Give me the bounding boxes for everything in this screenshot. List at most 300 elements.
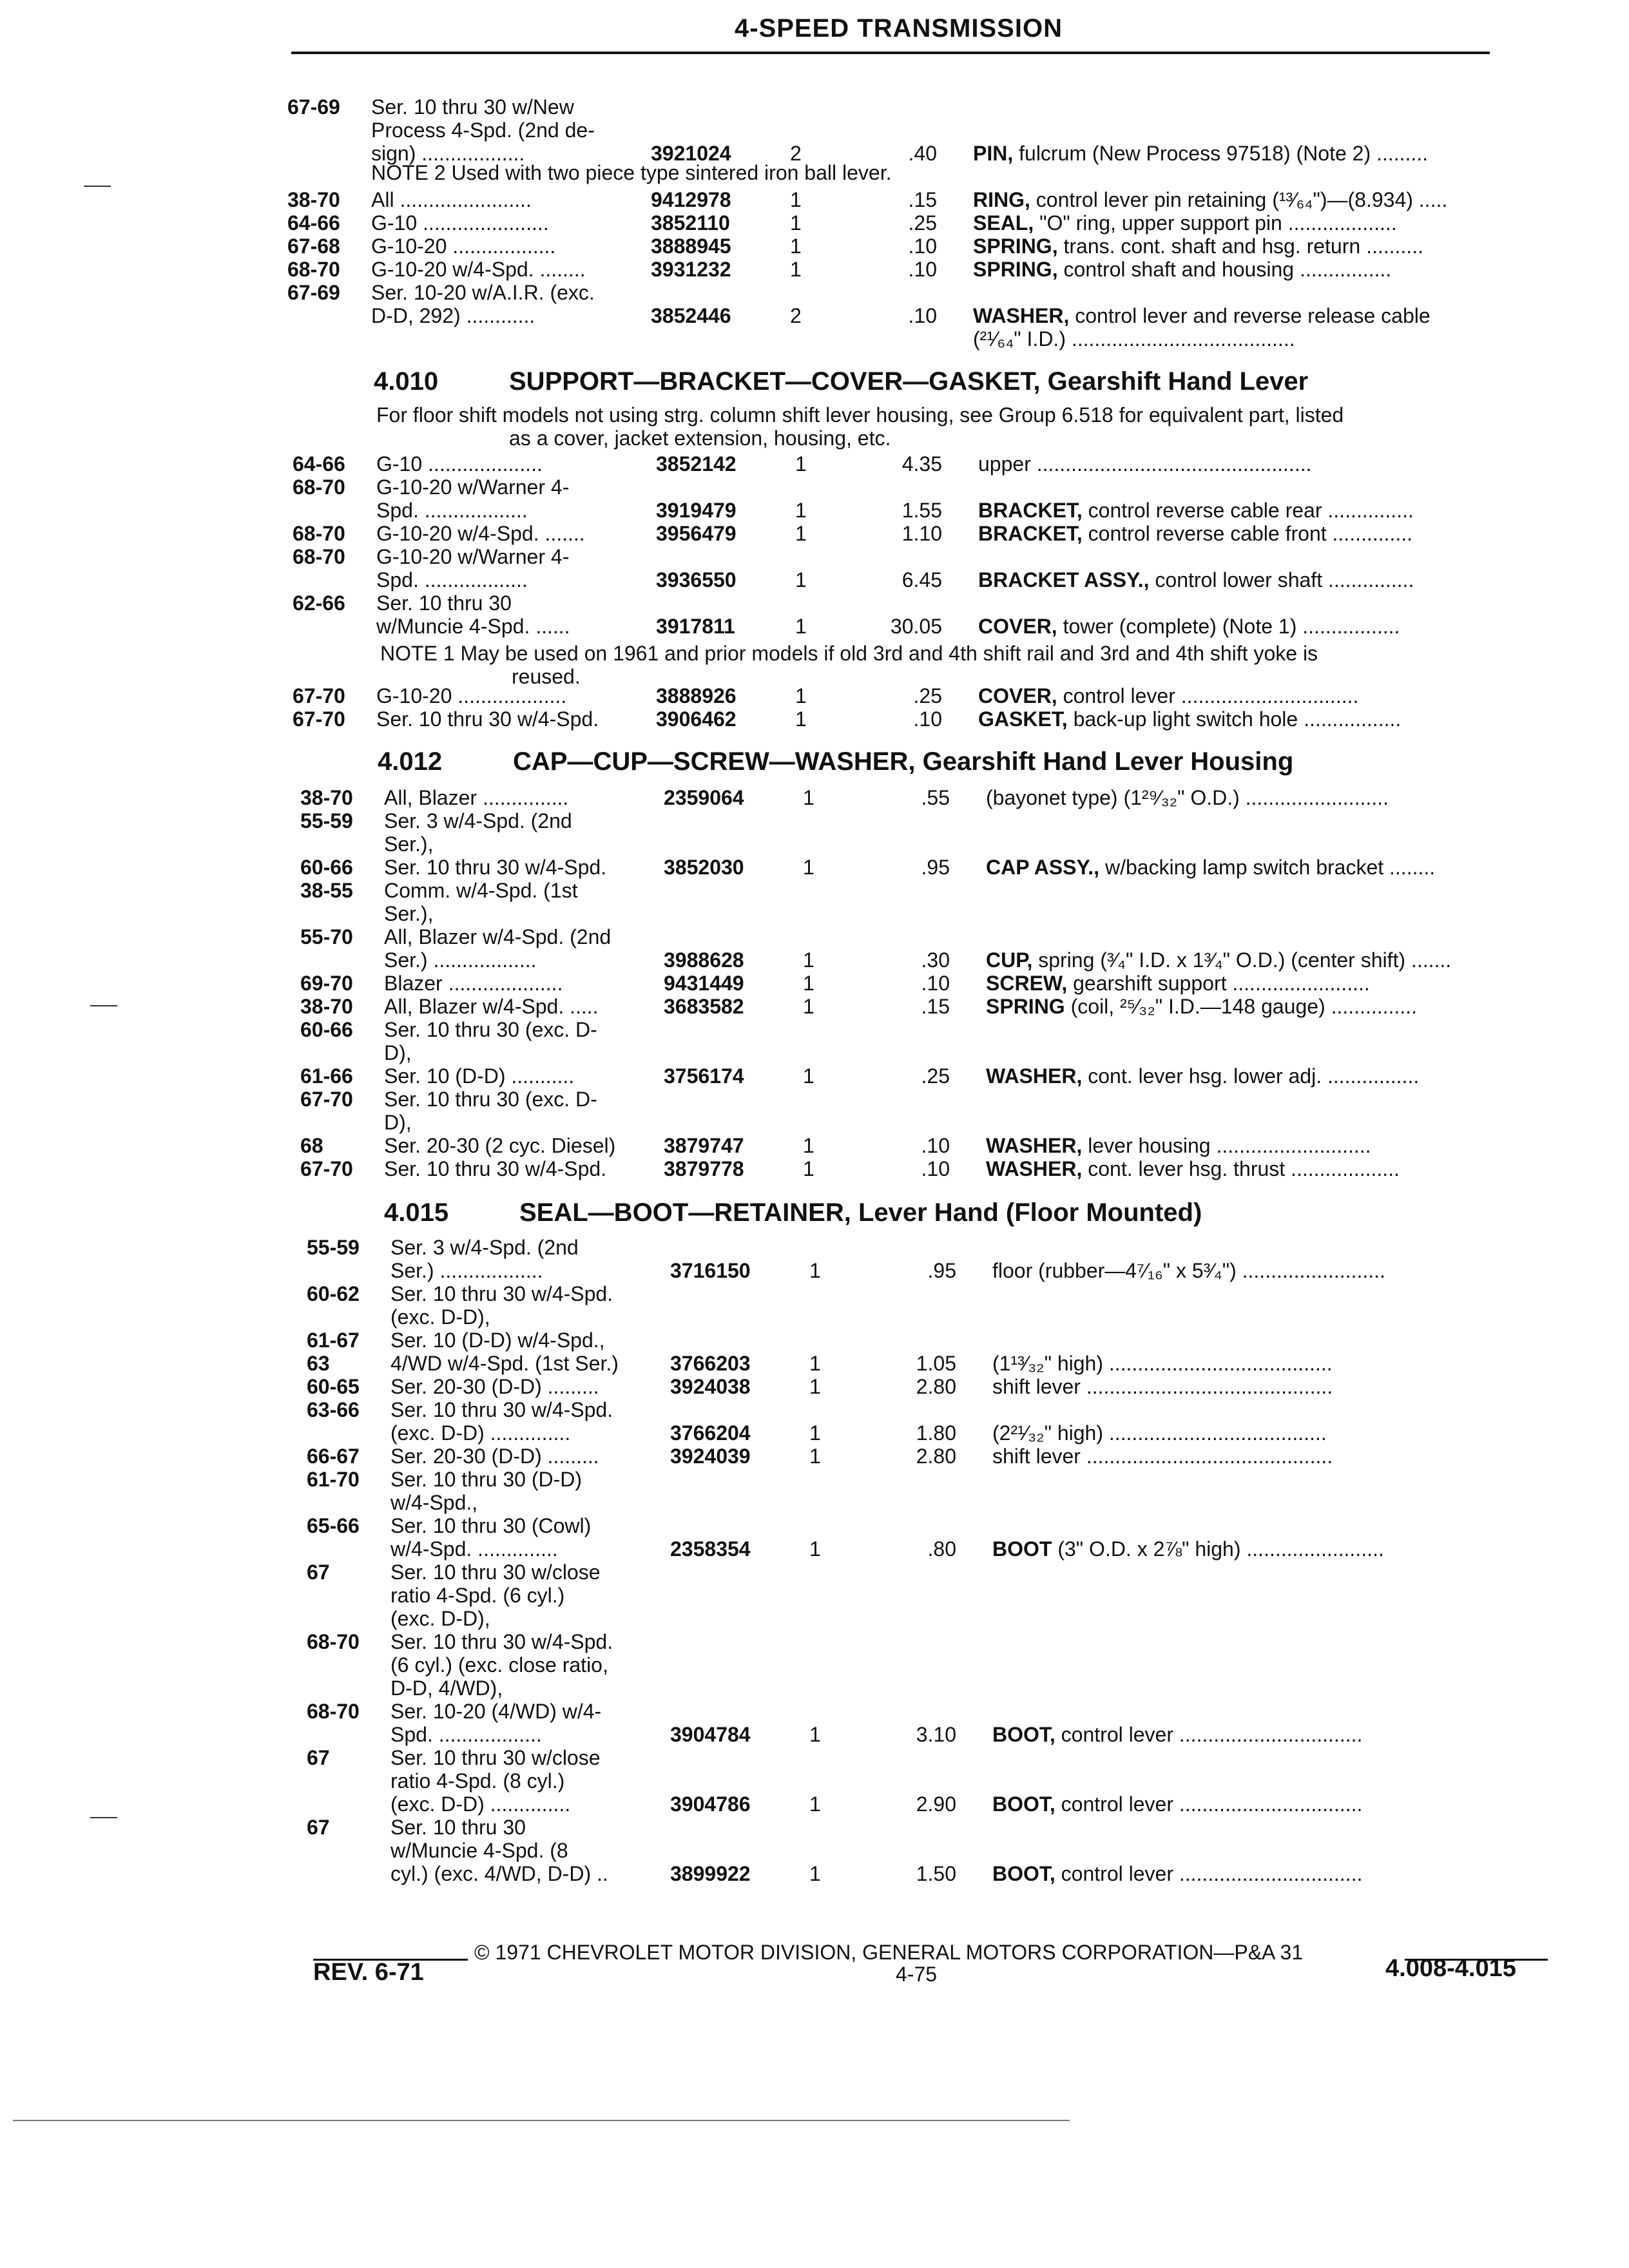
header-rule [291,52,1490,54]
year-cell: 67-70 [293,707,345,731]
model-cell: G-10-20 ................... [376,684,567,707]
model-cell: All, Blazer w/4-Spd. ..... [384,995,599,1018]
description-text: back-up light switch hole ................. [1067,707,1402,731]
part-number-cell: 3956479 [656,522,737,545]
section-intro-text: For floor shift models not using strg. column shift lever housing, see Group 6.518 for equivalent part, listed [376,403,1344,427]
description-text: spring (³⁄₄" I.D. x 1³⁄₄" O.D.) (center shift) ....... [1032,948,1452,972]
description-cell [986,1157,1400,1180]
part-name: SPRING, [973,235,1058,258]
part-number-cell: 3906462 [656,707,737,731]
model-cell: Ser. 20-30 (2 cyc. Diesel) [384,1134,616,1157]
price-cell: .30 [921,948,950,972]
price-cell: 1.55 [901,499,942,522]
price-cell: .10 [908,235,937,258]
year-cell: 68-70 [307,1630,360,1653]
year-cell: 38-70 [300,995,353,1018]
section-title: CAP—CUP—SCREW—WASHER, [513,747,916,776]
model-cell: Ser. 10-20 w/A.I.R. (exc. [371,281,595,304]
year-cell: 60-62 [307,1282,360,1305]
section-subtitle: Gearshift Hand Lever [1047,367,1309,396]
margin-mark [84,186,111,187]
part-name: WASHER, [986,1157,1083,1180]
scan-line [13,2120,1070,2121]
description-text: gearshift support ........................ [1067,972,1370,995]
description-text: lever housing ........................... [1082,1134,1371,1157]
margin-mark [90,1005,117,1006]
model-cell: Ser. 10 thru 30 [376,591,512,615]
description-cell [986,856,1435,879]
year-cell: 55-59 [307,1236,360,1259]
description-cell [973,304,1431,327]
model-cell: Ser. 10 thru 30 w/close [390,1746,601,1769]
model-cell: G-10-20 w/Warner 4- [376,545,570,568]
part-number-cell: 3766204 [670,1421,751,1445]
page-number: 4-75 [896,1963,938,1986]
model-cell: Ser. 10 thru 30 w/4-Spd. [390,1282,613,1305]
quantity-cell: 1 [809,1421,821,1445]
part-name: BOOT [992,1537,1052,1561]
model-cell: Ser. 3 w/4-Spd. (2nd [390,1236,579,1259]
part-name: RING, [973,188,1030,211]
model-cell: All, Blazer w/4-Spd. (2nd [384,925,612,948]
section-number: 4.012 [378,747,443,776]
description-cell [986,1064,1419,1088]
year-cell: 38-55 [300,879,353,902]
part-name: SPRING, [973,258,1058,281]
margin-mark [90,1817,117,1818]
model-cell: D), [384,1041,412,1064]
year-cell: 65-66 [307,1514,360,1537]
year-cell: 68-70 [293,522,345,545]
model-cell: Ser. 10 thru 30 (Cowl) [390,1514,592,1537]
model-cell: (exc. D-D), [390,1305,490,1329]
price-cell: 30.05 [890,615,942,638]
model-cell: G-10-20 w/4-Spd. ....... [376,522,585,545]
year-cell: 67-70 [300,1088,353,1111]
description-cell [986,786,1389,809]
quantity-cell: 1 [809,1352,821,1375]
model-cell: Spd. .................. [376,499,528,522]
year-cell: 68 [300,1134,323,1157]
part-name: BRACKET ASSY., [978,568,1150,591]
quantity-cell: 1 [795,568,807,591]
model-cell: (exc. D-D) .............. [390,1792,571,1816]
part-number-cell: 3919479 [656,499,737,522]
part-number-cell: 2359064 [664,786,744,809]
description-cell [986,948,1451,972]
description-text: cont. lever hsg. thrust ................... [1082,1157,1400,1180]
model-cell: D-D, 292) ............ [371,304,535,327]
quantity-cell: 2 [790,304,802,327]
description-cell [973,258,1391,281]
price-cell: 2.80 [916,1445,956,1468]
group-range: 4.008-4.015 [1385,1955,1516,1982]
section-intro-text-2: as a cover, jacket extension, housing, etc. [509,427,891,450]
part-name: BRACKET, [978,499,1083,522]
section-title: SEAL—BOOT—RETAINER, [519,1198,851,1227]
model-cell: w/Muncie 4-Spd. ...... [376,615,570,638]
description-text: "O" ring, upper support pin ................... [1034,211,1397,235]
part-number-cell: 3904784 [670,1723,751,1746]
model-cell: (exc. D-D) .............. [390,1421,571,1445]
price-cell: 1.80 [916,1421,956,1445]
description-cell [992,1792,1362,1816]
price-cell: .55 [921,786,950,809]
price-cell: .10 [913,707,942,731]
model-cell: Ser. 10 thru 30 (exc. D- [384,1018,597,1041]
description-cell [992,1862,1362,1885]
price-cell: 1.05 [916,1352,956,1375]
description-text: tower (complete) (Note 1) ................. [1057,615,1400,638]
year-cell: 67 [307,1746,330,1769]
year-cell: 67-69 [287,281,340,304]
description-text: fulcrum (New Process 97518) (Note 2) ......... [1013,142,1428,165]
quantity-cell: 1 [790,258,802,281]
description-cell [992,1421,1327,1445]
year-cell: 62-66 [293,591,345,615]
year-cell: 66-67 [307,1445,360,1468]
quantity-cell: 1 [809,1445,821,1468]
part-number-cell: 3917811 [656,615,735,638]
part-name: GASKET, [978,707,1068,731]
description-cell [986,995,1417,1018]
price-cell: .15 [908,188,937,211]
description-cell [973,142,1428,165]
price-cell: .15 [921,995,950,1018]
price-cell: 6.45 [901,568,942,591]
year-cell: 67 [307,1816,330,1839]
part-name: WASHER, [986,1134,1083,1157]
description-cell [973,235,1423,258]
year-cell: 38-70 [300,786,353,809]
year-cell: 68-70 [293,476,345,499]
model-cell: G-10 ...................... [371,211,549,235]
price-cell: 2.90 [916,1792,956,1816]
description-cell [973,327,1295,351]
section-title: SUPPORT—BRACKET—COVER—GASKET, [509,367,1041,396]
model-cell: Ser. 10 thru 30 w/4-Spd. [390,1398,613,1421]
description-cell [992,1445,1333,1468]
quantity-cell: 1 [803,786,815,809]
year-cell: 64-66 [293,452,345,476]
year-cell: 61-70 [307,1468,360,1491]
quantity-cell: 1 [790,211,802,235]
description-cell [992,1537,1384,1561]
model-cell: Ser. 10 thru 30 (D-D) [390,1468,582,1491]
part-number-cell: 3888945 [651,235,731,258]
price-cell: .10 [921,1157,950,1180]
model-cell: All ....................... [371,188,532,211]
section-heading-4012 [378,747,1293,776]
part-number-cell: 3904786 [670,1792,751,1816]
description-text: (coil, ²⁵⁄₃₂" I.D.—148 gauge) ............... [1065,995,1417,1018]
description-text: control reverse cable front .............. [1082,522,1412,545]
model-cell: Ser. 3 w/4-Spd. (2nd [384,809,572,832]
model-cell: All, Blazer ............... [384,786,569,809]
year-cell: 68-70 [293,545,345,568]
model-cell: Spd. .................. [376,568,528,591]
model-cell: Ser. 10 thru 30 w/4-Spd. [384,856,607,879]
price-cell: 1.50 [916,1862,956,1885]
description-text: control lever ................................ [1055,1792,1363,1816]
quantity-cell: 2 [790,142,802,165]
price-cell: .40 [908,142,937,165]
price-cell: .95 [927,1259,956,1282]
description-cell [973,188,1447,211]
section-heading-4010 [374,367,1308,396]
description-text: upper ................................................ [978,452,1312,476]
note-1: NOTE 1 May be used on 1961 and prior models if old 3rd and 4th shift rail and 3rd and 4th shift yoke is [380,642,1318,665]
model-cell: Ser. 10 (D-D) ........... [384,1064,575,1088]
description-cell [992,1352,1333,1375]
part-name: PIN, [973,142,1014,165]
description-cell [978,499,1414,522]
price-cell: .10 [921,1134,950,1157]
model-cell: G-10-20 w/Warner 4- [376,476,570,499]
part-number-cell: 3879778 [664,1157,744,1180]
section-number: 4.010 [374,367,439,396]
price-cell: .25 [908,211,937,235]
model-cell: Ser. 20-30 (D-D) ......... [390,1445,599,1468]
model-cell: Ser. 10 thru 30 (exc. D- [384,1088,597,1111]
model-cell: sign) .................. [371,142,525,165]
model-cell: Ser.) .................. [384,948,537,972]
part-name: SCREW, [986,972,1068,995]
model-cell: Ser. 10 (D-D) w/4-Spd., [390,1329,605,1352]
description-text: control lever pin retaining (¹³⁄₆₄")—(8.934) ..... [1030,188,1448,211]
part-number-cell: 3921024 [651,142,731,165]
part-name: SPRING [986,995,1065,1018]
part-name: WASHER, [986,1064,1083,1088]
part-number-cell: 3852110 [651,211,730,235]
year-cell: 67 [307,1561,330,1584]
page-title: 4-SPEED TRANSMISSION [735,14,1063,43]
description-text: cont. lever hsg. lower adj. ................ [1082,1064,1420,1088]
quantity-cell: 1 [795,452,807,476]
part-number-cell: 3988628 [664,948,744,972]
price-cell: .95 [921,856,950,879]
part-number-cell: 3683582 [664,995,744,1018]
part-number-cell: 9431449 [664,972,744,995]
part-number-cell: 3852142 [656,452,737,476]
description-cell [978,452,1311,476]
part-name: CAP ASSY., [986,856,1100,879]
revision: REV. 6-71 [313,1959,424,1986]
description-text: trans. cont. shaft and hsg. return .......... [1057,235,1423,258]
model-cell: ratio 4-Spd. (6 cyl.) [390,1584,565,1607]
year-cell: 55-70 [300,925,353,948]
price-cell: 1.10 [901,522,942,545]
description-cell [978,615,1400,638]
model-cell: ratio 4-Spd. (8 cyl.) [390,1769,565,1792]
model-cell: (exc. D-D), [390,1607,490,1630]
model-cell: Ser. 10-20 (4/WD) w/4- [390,1700,602,1723]
description-text: w/backing lamp switch bracket ........ [1099,856,1436,879]
quantity-cell: 1 [803,856,815,879]
description-cell [978,707,1401,731]
part-name: SEAL, [973,211,1034,235]
year-cell: 61-66 [300,1064,353,1088]
description-text: (²¹⁄₆₄" I.D.) ....................................... [973,327,1295,351]
description-cell [986,1134,1371,1157]
part-number-cell: 3716150 [670,1259,751,1282]
description-cell [978,522,1412,545]
part-number-cell: 3766203 [670,1352,751,1375]
quantity-cell: 1 [803,995,815,1018]
year-cell: 63 [307,1352,330,1375]
quantity-cell: 1 [790,235,802,258]
model-cell: (6 cyl.) (exc. close ratio, [390,1653,608,1677]
price-cell: .25 [913,684,942,707]
section-heading-4015 [384,1198,1202,1227]
part-name: BOOT, [992,1723,1055,1746]
year-cell: 60-65 [307,1375,360,1398]
part-number-cell: 9412978 [651,188,731,211]
year-cell: 60-66 [300,856,353,879]
description-text: (bayonet type) (1²⁹⁄₃₂" O.D.) ......................... [986,786,1389,809]
part-name: CUP, [986,948,1033,972]
year-cell: 61-67 [307,1329,360,1352]
quantity-cell: 1 [809,1259,821,1282]
model-cell: Ser. 10 thru 30 w/4-Spd. [390,1630,613,1653]
copyright: © 1971 CHEVROLET MOTOR DIVISION, GENERAL MOTORS CORPORATION—P&A 31 [474,1941,1304,1964]
part-number-cell: 3879747 [664,1134,744,1157]
description-cell [986,972,1370,995]
description-text: control lower shaft ............... [1149,568,1414,591]
quantity-cell: 1 [795,522,807,545]
year-cell: 67-70 [300,1157,353,1180]
price-cell: .25 [921,1064,950,1088]
description-text: shift lever ........................................... [992,1375,1333,1398]
quantity-cell: 1 [809,1792,821,1816]
part-number-cell: 3888926 [656,684,737,707]
part-name: BOOT, [992,1792,1055,1816]
quantity-cell: 1 [795,684,807,707]
quantity-cell: 1 [803,972,815,995]
model-cell: Ser. 20-30 (D-D) ......... [390,1375,599,1398]
price-cell: .10 [908,304,937,327]
price-cell: .10 [921,972,950,995]
model-cell: G-10-20 w/4-Spd. ........ [371,258,586,281]
year-cell: 68-70 [287,258,340,281]
section-subtitle: Gearshift Hand Lever Housing [922,747,1294,776]
year-cell: 64-66 [287,211,340,235]
quantity-cell: 1 [795,615,807,638]
quantity-cell: 1 [790,188,802,211]
description-text: control lever ............................... [1057,684,1359,707]
model-cell: w/4-Spd. .............. [390,1537,558,1561]
description-text: (1¹³⁄₃₂" high) ....................................... [992,1352,1333,1375]
part-number-cell: 3756174 [664,1064,744,1088]
description-cell [992,1723,1362,1746]
description-cell [973,211,1397,235]
description-text: control lever ................................ [1055,1723,1363,1746]
quantity-cell: 1 [803,1157,815,1180]
model-cell: Ser. 10 thru 30 w/close [390,1561,601,1584]
part-number-cell: 3936550 [656,568,737,591]
description-cell [978,684,1358,707]
quantity-cell: 1 [795,499,807,522]
section-subtitle: Lever Hand (Floor Mounted) [858,1198,1202,1227]
part-name: BRACKET, [978,522,1083,545]
year-cell: 68-70 [307,1700,360,1723]
model-cell: w/4-Spd., [390,1491,478,1514]
part-name: WASHER, [973,304,1070,327]
description-cell [978,568,1414,591]
model-cell: 4/WD w/4-Spd. (1st Ser.) [390,1352,619,1375]
note-1-cont: reused. [512,665,581,688]
year-cell: 60-66 [300,1018,353,1041]
year-cell: 38-70 [287,188,340,211]
quantity-cell: 1 [803,948,815,972]
model-cell: w/Muncie 4-Spd. (8 [390,1839,568,1862]
part-number-cell: 3852446 [651,304,731,327]
part-number-cell: 3852030 [664,856,744,879]
part-name: BOOT, [992,1862,1055,1885]
price-cell: .80 [927,1537,956,1561]
price-cell: .10 [908,258,937,281]
quantity-cell: 1 [809,1862,821,1885]
model-cell: Spd. .................. [390,1723,542,1746]
description-text: shift lever ........................................... [992,1445,1333,1468]
description-text: floor (rubber—4⁷⁄₁₆" x 5³⁄₄") ......................... [992,1259,1385,1282]
description-text: control shaft and housing ................ [1057,258,1392,281]
part-number-cell: 2358354 [670,1537,751,1561]
quantity-cell: 1 [803,1134,815,1157]
quantity-cell: 1 [809,1723,821,1746]
year-cell: 55-59 [300,809,353,832]
quantity-cell: 1 [809,1375,821,1398]
model-cell: Comm. w/4-Spd. (1st [384,879,578,902]
model-cell: D-D, 4/WD), [390,1677,503,1700]
description-cell [992,1375,1333,1398]
model-cell: Ser. 10 thru 30 w/4-Spd. [376,707,599,731]
year-cell: 63-66 [307,1398,360,1421]
year-cell: 67-70 [293,684,345,707]
model-cell: Ser.), [384,902,434,925]
year-cell: 69-70 [300,972,353,995]
part-name: COVER, [978,615,1057,638]
model-cell: Blazer .................... [384,972,563,995]
price-cell: 3.10 [916,1723,956,1746]
description-cell [992,1259,1385,1282]
description-text: (3" O.D. x 2⅞" high) ........................ [1052,1537,1384,1561]
quantity-cell: 1 [809,1537,821,1561]
description-text: control lever and reverse release cable [1069,304,1431,327]
model-cell: Ser.), [384,832,434,856]
price-cell: 2.80 [916,1375,956,1398]
year-cell: 67-68 [287,235,340,258]
model-cell: Ser.) .................. [390,1259,543,1282]
price-cell: 4.35 [901,452,942,476]
model-cell: cyl.) (exc. 4/WD, D-D) .. [390,1862,608,1885]
part-number-cell: 3924038 [670,1375,751,1398]
part-number-cell: 3899922 [670,1862,751,1885]
part-name: COVER, [978,684,1057,707]
description-text: control lever ................................ [1055,1862,1363,1885]
model-cell: Process 4-Spd. (2nd de- [371,119,595,142]
model-cell: D), [384,1111,412,1134]
year-cell: 67-69 [287,95,340,119]
model-cell: Ser. 10 thru 30 [390,1816,526,1839]
note-2: NOTE 2 Used with two piece type sintered iron ball lever. [371,161,892,184]
quantity-cell: 1 [803,1064,815,1088]
model-cell: Ser. 10 thru 30 w/New [371,95,574,119]
description-text: (2²¹⁄₃₂" high) ...................................... [992,1421,1327,1445]
model-cell: G-10 .................... [376,452,543,476]
part-number-cell: 3931232 [651,258,731,281]
section-number: 4.015 [384,1198,449,1227]
